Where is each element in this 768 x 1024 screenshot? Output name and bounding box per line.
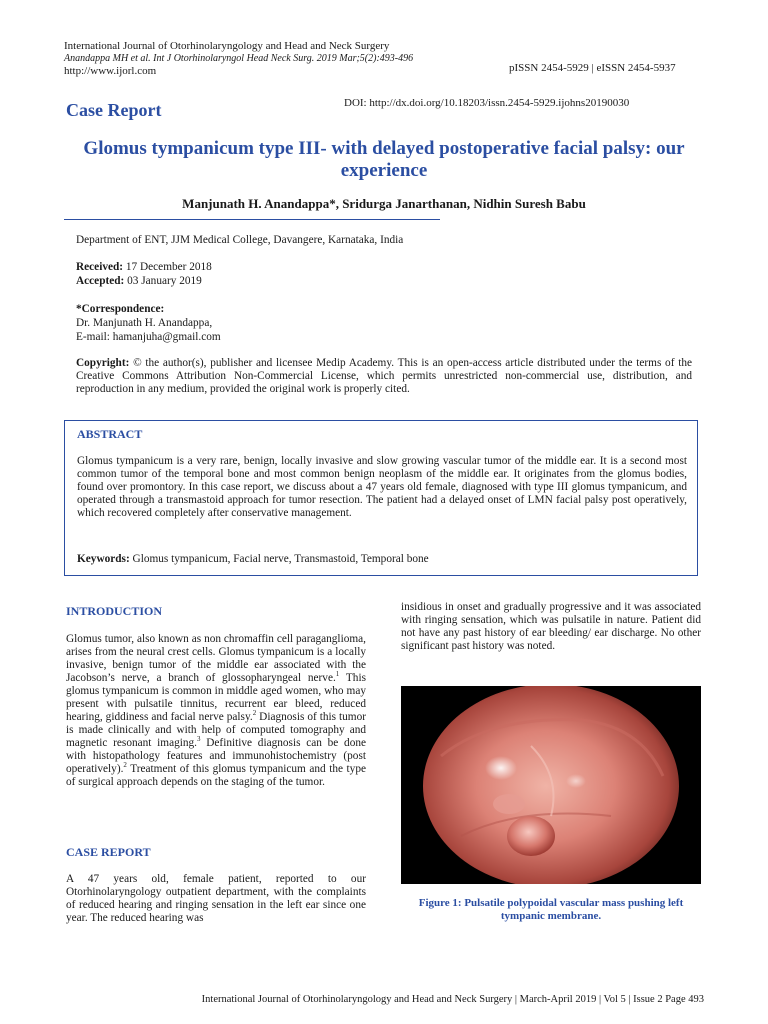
- author-list: Manjunath H. Anandappa*, Sridurga Janarthanan, Nidhin Suresh Babu: [182, 196, 586, 211]
- accepted-label: Accepted:: [76, 275, 125, 287]
- page-footer: International Journal of Otorhinolaryngology and Head and Neck Surgery | March-April 2019 | Vol 5 | Issue 2 Page 493: [201, 994, 704, 1005]
- keywords: [77, 553, 687, 566]
- keywords-label: Keywords:: [77, 553, 130, 565]
- ref-3[interactable]: 3: [197, 735, 201, 744]
- correspondence-name: Dr. Manjunath H. Anandappa,: [76, 317, 213, 329]
- figure-caption: Figure 1: Pulsatile polypoidal vascular mass pushing left tympanic membrane.: [418, 897, 684, 922]
- otoscopy-photo: [401, 686, 701, 884]
- citation: Anandappa MH et al. Int J Otorhinolaryngol Head Neck Surg. 2019 Mar;5(2):493-496: [64, 53, 414, 64]
- divider: [64, 219, 440, 220]
- introduction-text: Glomus tumor, also known as non chromaffin cell paraganglioma, arises from the neural crest cells. Glomus tympanicum is a locally invasive, benign tumor of the middle ear associated with the Jacobson’s nerve, a branch of glossopharyngeal nerve.$^1$ This glomus tympanicum is common in middle aged women, who may present with pulsatile tinnitus, recurrent ear bleed, reduced hearing, giddiness and facial nerve palsy.$^2$ Diagnosis of this tumor is made clinically and with help of computed tomography and magnetic resonant imaging.$^3$ Definitive diagnosis can be done with histopathology features and immunohistochemistry (post operatively).$^2$ Treatment of this glomus tympanicum and the type of surgical approach depends on the staging of the tumor.: [66, 633, 367, 788]
- received-date: [76, 261, 212, 274]
- case-report-heading: CASE REPORT: [66, 845, 151, 859]
- copyright-notice: [76, 357, 692, 396]
- journal-name: International Journal of Otorhinolaryngology and Head and Neck Surgery: [64, 40, 390, 52]
- article-type: Case Report: [66, 100, 162, 120]
- received-label: Received:: [76, 261, 124, 273]
- case-report-continued: insidious in onset and gradually progressive and it was associated with ringing sensation, which was pulsatile in nature. Patient did not have any past history of ear bleeding/ ear discharge. No other significant past history was noted.: [401, 601, 701, 652]
- received-value: 17 December 2018: [125, 261, 212, 273]
- ref-2b[interactable]: 2: [123, 761, 127, 770]
- journal-url[interactable]: http://www.ijorl.com: [64, 65, 157, 77]
- abstract-heading: ABSTRACT: [77, 427, 143, 441]
- article-title: Glomus tympanicum type III- with delayed postoperative facial palsy: our experience: [83, 138, 685, 181]
- issn: pISSN 2454-5929 | eISSN 2454-5937: [509, 62, 676, 74]
- ref-2[interactable]: 2: [252, 709, 257, 718]
- affiliation: Department of ENT, JJM Medical College, Davangere, Karnataka, India: [76, 234, 404, 246]
- doi-link[interactable]: DOI: http://dx.doi.org/10.18203/issn.2454-5929.ijohns20190030: [344, 97, 630, 109]
- correspondence-email[interactable]: E-mail: hamanjuha@gmail.com: [76, 331, 221, 343]
- abstract-text: Glomus tympanicum is a very rare, benign, locally invasive and slow growing vascular tumor of the middle ear. It is a second most common tumor of the temporal bone and most common benign neoplasm of the middle ear. It originates from the glomus bodies, found over promontory. In this case report, we discuss about a 47 years old female, diagnosed with type III glomus tympanicum, and operated through a transmastoid approach for tumor resection. The patient had a delayed onset of LMN facial palsy post operatively, which recovered completely after conservative management.: [77, 455, 687, 519]
- introduction-heading: INTRODUCTION: [66, 604, 163, 618]
- correspondence-label: *Correspondence:: [76, 303, 165, 315]
- otoscopy-image: [401, 686, 701, 884]
- keywords-text: Glomus tympanicum, Facial nerve, Transmastoid, Temporal bone: [132, 553, 429, 565]
- case-report-text: A 47 years old, female patient, reported to our Otorhinolaryngology outpatient department, with the complaints of reduced hearing and ringing sensation in the left ear since one year. The reduced hearing was: [66, 873, 366, 924]
- accepted-date: [76, 275, 202, 288]
- copyright-label: Copyright:: [76, 357, 130, 369]
- accepted-value: 03 January 2019: [127, 275, 202, 287]
- ref-1[interactable]: 1: [335, 670, 340, 679]
- copyright-text: © the author(s), publisher and licensee Medip Academy. This is an open-access article distributed under the terms of the Creative Commons Attribution Non-Commercial License, which permits unrestricted non-commercial use, distribution, and reproduction in any medium, provided the original work is properly cited.: [76, 357, 692, 395]
